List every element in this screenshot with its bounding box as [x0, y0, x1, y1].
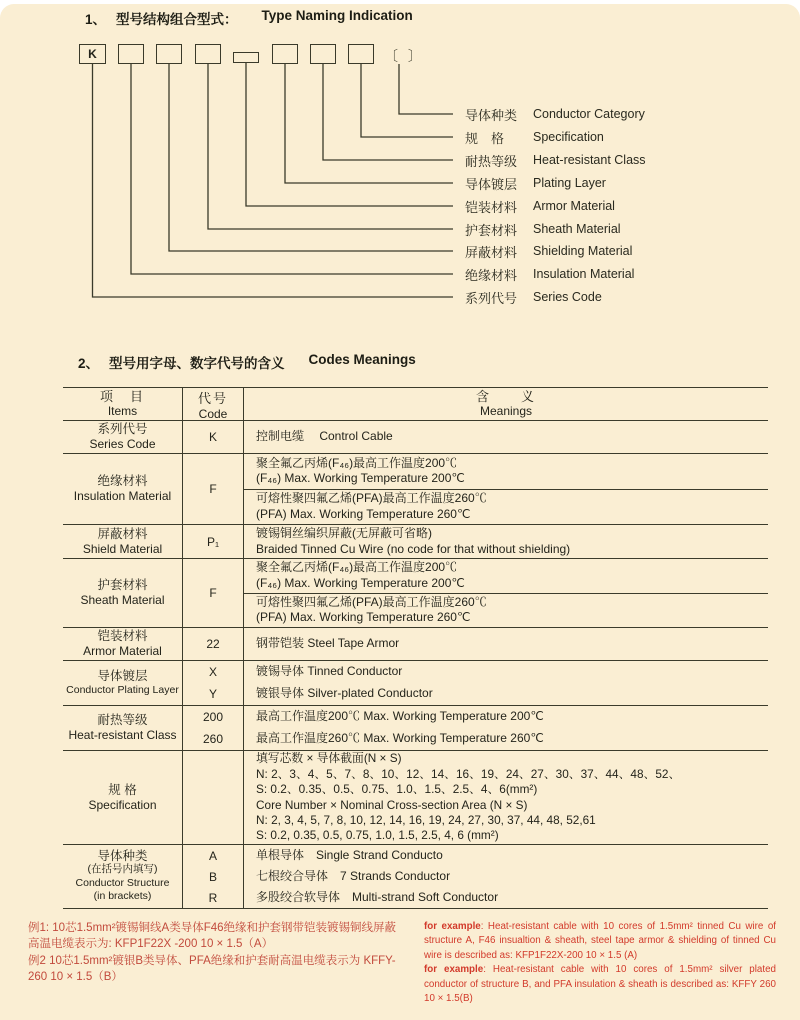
code-value: 260	[202, 732, 224, 746]
item-zh: 导体种类	[97, 848, 148, 863]
label-en: Conductor Category	[533, 107, 645, 121]
cell-code	[183, 751, 244, 844]
item-zh: 导体镀层	[97, 668, 148, 683]
table-row-shield	[63, 525, 768, 559]
cell-code	[183, 559, 244, 627]
cell-item	[63, 661, 183, 705]
codes-meanings-table	[63, 387, 768, 909]
cell-meaning	[244, 628, 768, 660]
section2-number: 2、	[78, 356, 100, 371]
meaning-line: 最高工作温度200℃ Max. Working Temperature 200℃	[256, 709, 544, 724]
meaning-en: (PFA) Max. Working Temperature 260℃	[256, 610, 471, 625]
cell-meaning	[244, 559, 768, 627]
code-value: B	[208, 869, 217, 884]
example-text: : Heat-resistant cable with 10 cores of 1.5mm² tinned Cu wire of structure A, F46 insualtion & sheath, steel tape armor & shielding of tinned Cu wire is described as: KFP1F22X-200 10 × 1.5 (A)	[424, 921, 776, 961]
meaning-line: 镀锡导体 Tinned Conductor	[256, 664, 403, 679]
cell-meaning	[244, 454, 768, 524]
header-code-zh: 代号	[197, 390, 228, 406]
cell-item	[63, 751, 183, 844]
conductor-category-bracket: 〔 〕	[384, 48, 425, 64]
table-row-insulation	[63, 454, 768, 525]
type-code-box-heat-class	[310, 44, 336, 64]
cell-code	[183, 706, 244, 750]
section1-title-en: Type Naming Indication	[261, 8, 413, 23]
type-code-box-sheath	[195, 44, 221, 64]
table-row-series-code	[63, 421, 768, 454]
item-en: Series Code	[89, 437, 156, 451]
item-en: Insulation Material	[73, 489, 172, 503]
label-en: Shielding Material	[533, 244, 633, 258]
cell-code	[183, 454, 244, 524]
meaning-en: Braided Tinned Cu Wire (no code for that without shielding)	[256, 541, 571, 556]
section2-title-zh: 型号用字母、数字代号的含义	[109, 356, 285, 371]
code-value: R	[208, 890, 218, 905]
table-row-conductor-structure	[63, 845, 768, 909]
label-zh: 护套材料	[465, 222, 518, 238]
item-zh-note: (在括号内填写)	[87, 863, 158, 875]
label-zh: 耐热等级	[465, 153, 518, 169]
type-code-box-shielding	[156, 44, 182, 64]
meaning-sub-pfa	[244, 490, 768, 525]
cell-item	[63, 421, 183, 453]
code-value: X	[208, 665, 217, 679]
label-en: Sheath Material	[533, 222, 621, 236]
meaning-zh: 镀锡铜丝编织屏蔽(无屏蔽可省略)	[256, 526, 432, 540]
section1-title	[85, 8, 413, 28]
section1-number: 1、	[85, 12, 107, 27]
meaning-line: S: 0.2、0.35、0.5、0.75、1.0、1.5、2.5、4、6(mm²)	[256, 782, 538, 797]
item-zh: 绝缘材料	[97, 474, 148, 488]
header-code	[183, 388, 244, 420]
code-value: F	[209, 482, 217, 496]
table-header-row	[63, 388, 768, 421]
label-en: Specification	[533, 130, 604, 144]
header-meanings-zh: 含 义	[475, 388, 536, 404]
header-items-zh: 项 目	[99, 389, 145, 404]
header-items-en: Items	[107, 404, 138, 418]
diagram-label-sheath-material	[465, 220, 621, 238]
example-1-zh: 例1: 10芯1.5mm²镀锡铜线A类导体F46绝缘和护套钢带铠装镀锡铜线屏蔽高温电缆表示为: KFP1F22X -200 10 × 1.5（A）	[28, 922, 397, 951]
meaning-line: 单根导体 Single Strand Conducto	[256, 847, 443, 862]
meaning-line: 控制电缆 Control Cable	[256, 429, 393, 444]
diagram-label-armor-material	[465, 197, 615, 215]
example-notes-chinese	[28, 920, 402, 986]
meaning-zh: 聚全氟乙丙烯(F₄₆)最高工作温度200℃	[256, 560, 458, 575]
meaning-sub-f46	[244, 454, 768, 490]
label-en: Series Code	[533, 290, 602, 304]
example-lead: for example	[424, 964, 484, 976]
label-zh: 导体镀层	[465, 176, 518, 192]
item-zh: 规 格	[108, 782, 137, 797]
item-en: Conductor Plating Layer	[66, 683, 179, 696]
meaning-line: 填写芯数 × 导体截面(N × S)	[256, 751, 402, 766]
cell-code	[183, 845, 244, 908]
item-zh: 护套材料	[97, 578, 148, 592]
cell-code	[183, 421, 244, 453]
example-text: : Heat-resistant cable with 10 cores of 1.5mm² silver plated conductor of structure B, and PFA insulation & sheath is described as: KFFY 260 10 × 1.5(B)	[424, 964, 776, 1005]
example-notes-english	[424, 920, 776, 1006]
diagram-label-heat-class	[465, 151, 646, 169]
cell-item	[63, 628, 183, 660]
meaning-line: 多股绞合软导体 Multi-strand Soft Conductor	[256, 889, 499, 904]
cell-item	[63, 845, 183, 908]
example-lead: for example	[424, 921, 481, 932]
table-row-heat-class	[63, 706, 768, 751]
code-value: 22	[206, 637, 220, 651]
example-2-zh: 例2 10芯1.5mm²镀银B类导体、PFA绝缘和护套耐高温电缆表示为 KFFY-260 10 × 1.5（B）	[28, 954, 396, 984]
type-code-box-spec	[348, 44, 374, 64]
meaning-line: 镀银导体 Silver-plated Conductor	[256, 686, 433, 701]
item-zh: 铠装材料	[97, 629, 148, 643]
code-value: K	[208, 430, 217, 444]
header-meanings	[244, 388, 768, 420]
table-row-plating	[63, 661, 768, 706]
item-en: Conductor Structure	[75, 876, 170, 889]
item-zh: 耐热等级	[97, 713, 148, 727]
meaning-line: 钢带铠装 Steel Tape Armor	[256, 636, 400, 651]
label-en: Insulation Material	[533, 267, 635, 281]
meaning-en: (F₄₆) Max. Working Temperature 200℃	[256, 471, 465, 486]
cell-item	[63, 454, 183, 524]
type-code-box-plating	[272, 44, 298, 64]
cell-code	[183, 525, 244, 558]
header-meanings-en: Meanings	[479, 404, 533, 418]
table-row-sheath	[63, 559, 768, 628]
cell-meaning	[244, 525, 768, 558]
example-2-en	[424, 963, 776, 1006]
label-en: Plating Layer	[533, 176, 606, 190]
code-value: Y	[208, 687, 217, 701]
type-code-box-series	[79, 44, 106, 64]
label-zh: 绝缘材料	[465, 267, 518, 283]
label-en: Armor Material	[533, 199, 615, 213]
meaning-zh: 可熔性聚四氟乙烯(PFA)最高工作温度260℃	[256, 594, 487, 609]
label-zh: 导体种类	[465, 107, 518, 123]
table-row-armor	[63, 628, 768, 661]
label-zh: 屏蔽材料	[465, 244, 518, 260]
cell-code	[183, 661, 244, 705]
item-zh: 屏蔽材料	[97, 526, 148, 541]
meaning-zh: 可熔性聚四氟乙烯(PFA)最高工作温度260℃	[256, 491, 487, 506]
cell-code	[183, 628, 244, 660]
meaning-sub-f46	[244, 559, 768, 594]
cell-item	[63, 559, 183, 627]
section1-title-zh: 型号结构组合型式：	[116, 12, 238, 27]
code-value: P₁	[206, 534, 220, 549]
meaning-line: S: 0.2, 0.35, 0.5, 0.75, 1.0, 1.5, 2.5, 4, 6 (mm²)	[256, 828, 499, 843]
item-en: Specification	[88, 797, 157, 812]
meaning-line: 七根绞合导体 7 Strands Conductor	[256, 868, 451, 883]
diagram-label-specification	[465, 128, 604, 146]
meaning-line: Core Number × Nominal Cross-section Area (N × S)	[256, 797, 528, 812]
section2-title-en: Codes Meanings	[308, 352, 416, 367]
example-1-en	[424, 920, 776, 963]
cell-meaning	[244, 661, 768, 705]
code-value: A	[208, 848, 217, 863]
cell-meaning	[244, 421, 768, 453]
code-value: 200	[202, 710, 224, 724]
label-zh: 系列代号	[465, 290, 518, 306]
diagram-label-conductor-category	[465, 105, 645, 123]
type-code-box-insulation	[118, 44, 144, 64]
cell-item	[63, 525, 183, 558]
item-en: Shield Material	[82, 541, 163, 556]
series-code-letter: K	[88, 47, 97, 61]
catalog-page	[0, 4, 800, 1020]
item-en: Sheath Material	[80, 593, 165, 607]
header-items	[63, 388, 183, 420]
meaning-en: (PFA) Max. Working Temperature 260℃	[256, 506, 471, 521]
type-code-box-armor	[233, 52, 259, 63]
item-en-note: (in brackets)	[93, 890, 152, 902]
meaning-zh: 聚全氟乙丙烯(F₄₆)最高工作温度200℃	[256, 455, 458, 470]
meaning-sub-pfa	[244, 594, 768, 628]
cell-meaning	[244, 845, 768, 908]
meaning-line: 最高工作温度260℃ Max. Working Temperature 260℃	[256, 731, 544, 746]
diagram-label-insulation-material	[465, 265, 634, 283]
cell-item	[63, 706, 183, 750]
section2-title	[78, 352, 416, 372]
cell-meaning	[244, 751, 768, 844]
meaning-line: N: 2, 3, 4, 5, 7, 8, 10, 12, 14, 16, 19, 24, 27, 30, 37, 44, 48, 52,61	[256, 812, 596, 827]
diagram-label-plating-layer	[465, 174, 606, 192]
table-row-specification	[63, 751, 768, 845]
item-en: Heat-resistant Class	[68, 728, 177, 742]
label-en: Heat-resistant Class	[533, 153, 646, 167]
diagram-label-series-code	[465, 288, 602, 306]
diagram-label-shielding-material	[465, 242, 632, 260]
meaning-line: N: 2、3、4、5、7、8、10、12、14、16、19、24、27、30、37、44、48、52、	[256, 766, 681, 781]
item-en: Armor Material	[83, 644, 162, 658]
label-zh: 铠装材料	[465, 199, 518, 215]
cell-meaning	[244, 706, 768, 750]
code-value: F	[209, 586, 217, 600]
header-code-en: Code	[198, 406, 228, 421]
meaning-en: (F₄₆) Max. Working Temperature 200℃	[256, 575, 465, 590]
item-zh: 系列代号	[97, 422, 148, 436]
label-zh: 规 格	[465, 130, 505, 146]
